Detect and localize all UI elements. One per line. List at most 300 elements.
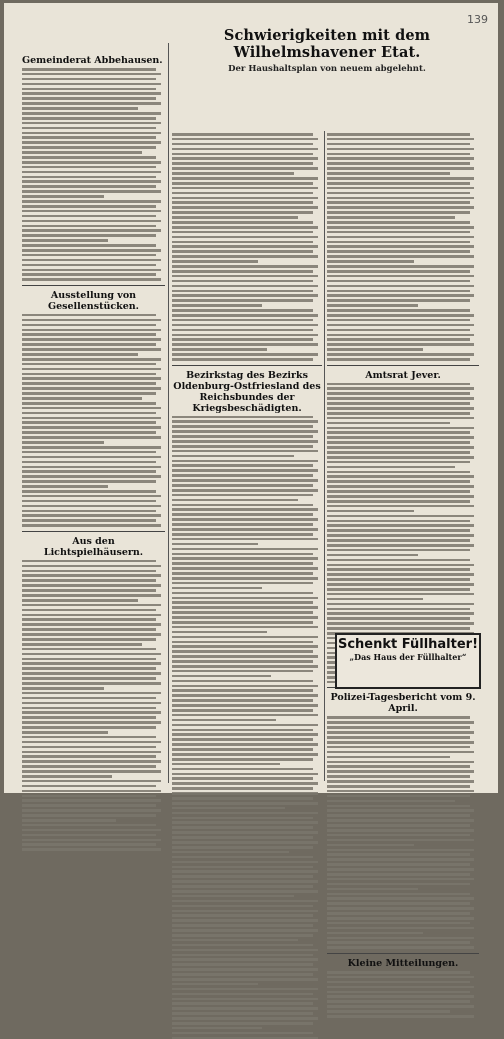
text-line (327, 917, 474, 920)
ad-subline: „Das Haus der Füllhalter“ (349, 652, 467, 662)
text-line (22, 839, 161, 842)
text-line (22, 200, 161, 203)
text-line (172, 1007, 318, 1010)
text-line (172, 875, 313, 878)
text-line (327, 334, 474, 337)
divider (327, 953, 479, 954)
text-line (172, 187, 318, 190)
text-line (172, 528, 318, 531)
text-line (327, 559, 470, 562)
column-3 (327, 133, 479, 1018)
text-line (22, 314, 156, 317)
text-line (327, 201, 470, 204)
text-line (327, 456, 474, 459)
text-line (172, 153, 313, 156)
text-line (172, 304, 262, 307)
text-line (172, 157, 318, 160)
text-line (172, 802, 318, 805)
text-line (172, 182, 313, 185)
column-divider (168, 43, 169, 783)
text-line (22, 319, 161, 322)
text-line (172, 645, 318, 648)
text-line (22, 127, 156, 130)
text-line (172, 592, 313, 595)
text-line (172, 499, 298, 502)
text-line (327, 736, 470, 739)
text-line (172, 905, 313, 908)
text-line (172, 538, 318, 541)
text-line (22, 102, 161, 105)
text-line (327, 853, 470, 856)
text-line (327, 588, 470, 591)
text-line (327, 402, 470, 405)
text-line (172, 290, 313, 293)
article-body (327, 133, 479, 361)
text-line (22, 809, 161, 812)
text-line (327, 383, 470, 386)
text-line (172, 250, 313, 253)
text-line (22, 343, 156, 346)
text-line (172, 167, 318, 170)
text-line (327, 172, 450, 175)
text-line (172, 420, 318, 423)
article-body (22, 68, 165, 281)
text-line (327, 922, 470, 925)
article-headline: Aus den Lichtspielhäusern. (43, 535, 144, 558)
text-line (22, 604, 161, 607)
text-line (327, 539, 470, 542)
column-2 (172, 133, 322, 1039)
text-line (327, 270, 470, 273)
text-line (22, 648, 156, 651)
text-line (172, 753, 318, 756)
text-line (172, 880, 318, 883)
text-line (172, 675, 271, 678)
text-line (22, 751, 161, 754)
text-line (22, 225, 156, 228)
text-line (22, 490, 156, 493)
text-line (22, 687, 104, 690)
text-line (172, 508, 318, 511)
text-line (172, 469, 318, 472)
article-body (172, 416, 322, 1039)
text-line (172, 138, 318, 141)
text-line (327, 461, 470, 464)
text-line (22, 88, 156, 91)
text-line (172, 621, 313, 624)
text-line (327, 177, 474, 180)
text-line (172, 1002, 313, 1005)
text-line (172, 636, 318, 639)
text-line (22, 407, 161, 410)
text-line (172, 650, 313, 653)
text-line (172, 836, 313, 839)
divider (172, 365, 322, 366)
newspaper-page (4, 3, 498, 969)
text-line (172, 348, 267, 351)
column-divider (324, 131, 325, 781)
text-line (327, 197, 474, 200)
text-line (172, 914, 313, 917)
text-line (172, 343, 318, 346)
text-line (172, 504, 313, 507)
text-line (327, 358, 470, 361)
text-line (172, 777, 313, 780)
text-line (327, 912, 470, 915)
article-body (22, 314, 165, 527)
text-line (22, 264, 156, 267)
text-line (22, 480, 156, 483)
text-line (172, 513, 313, 516)
text-line (327, 236, 474, 239)
text-line (327, 937, 474, 940)
text-line (22, 92, 161, 95)
text-line (22, 151, 142, 154)
text-line (327, 431, 470, 434)
text-line (327, 976, 474, 979)
text-line (172, 856, 313, 859)
text-line (327, 182, 470, 185)
text-line (172, 479, 318, 482)
text-line (172, 978, 318, 981)
text-line (172, 973, 313, 976)
text-line (327, 441, 470, 444)
text-line (327, 746, 470, 749)
text-line (172, 631, 267, 634)
text-line (172, 280, 313, 283)
text-line (327, 304, 418, 307)
text-line (327, 319, 470, 322)
text-line (22, 392, 156, 395)
text-line (327, 275, 474, 278)
text-line (22, 594, 161, 597)
main-headline-block (172, 27, 482, 74)
text-line (22, 799, 161, 802)
text-line (22, 765, 156, 768)
text-line (172, 768, 313, 771)
text-line (327, 726, 470, 729)
text-line (22, 136, 156, 139)
text-line (172, 606, 318, 609)
text-line (327, 716, 470, 719)
text-line (22, 804, 156, 807)
text-line (172, 954, 313, 957)
text-line (172, 484, 313, 487)
text-line (22, 677, 156, 680)
text-line (327, 941, 470, 944)
page-number: 139 (467, 13, 488, 26)
text-line (22, 83, 161, 86)
text-line (22, 470, 156, 473)
text-line (172, 523, 313, 526)
text-line (22, 333, 156, 336)
text-line (327, 785, 470, 788)
text-line (22, 215, 156, 218)
text-line (22, 117, 156, 120)
text-line (22, 112, 161, 115)
text-line (327, 593, 474, 596)
text-line (327, 765, 470, 768)
text-line (327, 485, 474, 488)
text-line (22, 609, 156, 612)
article-headline: Amtsrat Jever. (365, 369, 441, 381)
text-line (22, 716, 156, 719)
text-line (22, 736, 156, 739)
text-line (172, 738, 313, 741)
text-line (327, 285, 474, 288)
text-line (172, 743, 318, 746)
text-line (172, 792, 318, 795)
text-line (22, 68, 156, 71)
text-line (327, 863, 470, 866)
text-line (22, 195, 104, 198)
text-line (172, 866, 313, 869)
text-line (327, 133, 470, 136)
text-line (327, 392, 470, 395)
text-line (172, 587, 262, 590)
text-line (22, 475, 161, 478)
text-line (172, 430, 318, 433)
text-line (172, 460, 318, 463)
text-line (172, 275, 318, 278)
text-line (327, 790, 474, 793)
text-line (22, 461, 156, 464)
text-line (22, 755, 156, 758)
text-line (327, 829, 474, 832)
text-line (22, 205, 156, 208)
text-line (327, 143, 470, 146)
text-line (172, 826, 313, 829)
text-line (172, 611, 313, 614)
text-line (327, 907, 474, 910)
text-line (172, 963, 313, 966)
text-line (22, 146, 156, 149)
text-line (327, 549, 470, 552)
text-line (22, 363, 156, 366)
text-line (172, 797, 313, 800)
text-line (22, 358, 161, 361)
text-line (327, 216, 455, 219)
text-line (327, 1005, 474, 1008)
text-line (172, 236, 318, 239)
text-line (327, 490, 470, 493)
text-line (22, 638, 156, 641)
text-line (172, 900, 318, 903)
text-line (22, 466, 161, 469)
divider (22, 531, 165, 532)
text-line (327, 260, 414, 263)
text-line (327, 167, 474, 170)
text-line (172, 1017, 318, 1020)
text-line (172, 177, 318, 180)
text-line (22, 682, 161, 685)
text-line (22, 244, 156, 247)
text-line (22, 589, 156, 592)
text-line (22, 524, 161, 527)
text-line (327, 598, 423, 601)
text-line (172, 709, 313, 712)
text-line (172, 148, 318, 151)
text-line (172, 773, 318, 776)
text-line (327, 353, 474, 356)
text-line (22, 254, 156, 257)
text-line (327, 520, 470, 523)
text-line (22, 760, 161, 763)
text-line (172, 518, 318, 521)
text-line (327, 153, 470, 156)
text-line (327, 162, 470, 165)
text-line (327, 436, 474, 439)
text-line (22, 731, 108, 734)
text-line (172, 919, 318, 922)
text-line (22, 387, 161, 390)
text-line (172, 557, 318, 560)
text-line (172, 660, 313, 663)
text-line (172, 885, 313, 888)
text-line (172, 358, 313, 361)
text-line (327, 265, 474, 268)
text-line (327, 770, 474, 773)
text-line (327, 475, 474, 478)
text-line (327, 873, 470, 876)
article-headline: Gemeinderat Abbehausen. (22, 55, 163, 66)
text-line (172, 895, 294, 898)
text-line (327, 466, 455, 469)
text-line (22, 176, 156, 179)
text-line (172, 733, 318, 736)
text-line (22, 579, 156, 582)
text-line (22, 505, 161, 508)
text-line (327, 868, 474, 871)
text-line (172, 440, 318, 443)
text-line (22, 324, 156, 327)
ad-headline: Schenkt Füllhalter! (337, 637, 479, 652)
text-line (172, 998, 318, 1001)
text-line (327, 622, 474, 625)
text-line (327, 515, 474, 518)
text-line (172, 910, 318, 913)
text-line (172, 143, 313, 146)
text-line (327, 241, 470, 244)
text-line (22, 643, 142, 646)
text-line (22, 348, 161, 351)
text-line (172, 944, 313, 947)
text-line (327, 471, 470, 474)
text-line (172, 1012, 313, 1015)
text-line (172, 1022, 313, 1025)
text-line (22, 495, 161, 498)
text-line (172, 699, 313, 702)
article-body (327, 971, 479, 1018)
text-line (172, 597, 318, 600)
text-line (327, 608, 470, 611)
text-line (172, 338, 313, 341)
text-line (22, 329, 161, 332)
text-line (22, 436, 161, 439)
text-line (172, 241, 313, 244)
text-line (172, 445, 313, 448)
text-line (327, 824, 470, 827)
article-headline: Polizei-Tagesbericht vom 9. April. (330, 692, 476, 715)
text-line (22, 510, 156, 513)
text-line (172, 841, 318, 844)
text-line (327, 221, 470, 224)
text-line (327, 839, 474, 842)
text-line (327, 568, 470, 571)
text-line (172, 201, 313, 204)
text-line (22, 166, 156, 169)
text-line (22, 726, 156, 729)
text-line (22, 795, 156, 798)
text-line (22, 843, 156, 846)
text-line (327, 495, 474, 498)
text-line (172, 425, 313, 428)
text-line (172, 572, 313, 575)
text-line (172, 577, 318, 580)
text-line (172, 255, 318, 258)
column-1 (22, 51, 165, 851)
text-line (22, 770, 161, 773)
main-headline: Schwierigkeiten mit dem Wilhelmshavener Etat. (223, 27, 431, 61)
text-line (22, 239, 108, 242)
text-line (22, 412, 156, 415)
article-headline: Kleine Mitteilungen. (347, 957, 459, 969)
text-line (22, 848, 161, 851)
text-line (22, 819, 116, 822)
text-line (22, 741, 161, 744)
text-line (172, 226, 318, 229)
text-line (327, 299, 470, 302)
text-line (22, 519, 156, 522)
text-line (327, 991, 470, 994)
text-line (327, 206, 474, 209)
text-line (172, 714, 318, 717)
text-line (172, 601, 313, 604)
text-line (172, 231, 313, 234)
text-line (22, 417, 161, 420)
text-line (22, 97, 156, 100)
text-line (327, 245, 474, 248)
text-line (172, 133, 313, 136)
text-line (172, 861, 318, 864)
text-line (172, 817, 313, 820)
text-line (327, 148, 474, 151)
text-line (22, 672, 161, 675)
text-line (327, 1000, 470, 1003)
text-line (172, 782, 318, 785)
text-line (172, 890, 318, 893)
text-line (172, 206, 318, 209)
text-line (22, 711, 161, 714)
text-line (327, 893, 470, 896)
text-line (22, 446, 161, 449)
text-line (22, 269, 161, 272)
text-line (327, 612, 474, 615)
text-line (22, 210, 161, 213)
text-line (172, 299, 313, 302)
text-line (172, 846, 313, 849)
text-line (22, 426, 161, 429)
text-line (172, 450, 318, 453)
text-line (327, 578, 470, 581)
text-line (172, 245, 318, 248)
text-line (22, 574, 161, 577)
text-line (327, 849, 474, 852)
text-line (327, 505, 474, 508)
text-line (22, 377, 161, 380)
text-line (327, 534, 474, 537)
text-line (22, 373, 156, 376)
